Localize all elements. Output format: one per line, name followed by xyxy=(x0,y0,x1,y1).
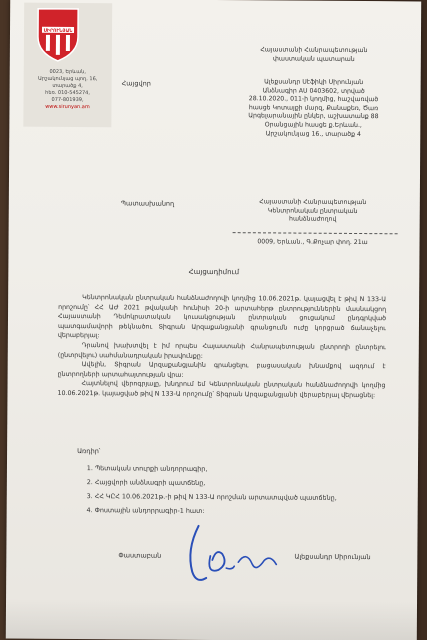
document-page xyxy=(6,0,421,640)
claimant-details xyxy=(223,78,403,139)
paragraph: Կենտրոնական ընտրական հանձնաժողովի կողմից 10.06.2021թ. կայացվել է թիվ N 133-Ա որոշումը՝ ՀՀ ԱԺ 2021 թվականի հունիսի 20-ի արտահերթ ընտրություններին մասնակցող Հայաստանի Դեմոկրատական կուսակցության ընտրական ցուցակում ընդգրկված պատգամավորի թեկնածու Տիգրան Արզաքանցյանի գրանցումն ուժը կորցրած ճանաչելու վերաբերյալ: xyxy=(57,294,387,340)
court-recipient xyxy=(224,46,404,64)
lawyer-label: Փաստաբան xyxy=(118,551,162,560)
club-crest-logo xyxy=(34,7,82,63)
attachment-item: 2. Հայցվորի անձնագրի պատճենը, xyxy=(95,475,355,491)
address-line: Արշակունյաց պող. 16, xyxy=(37,75,98,83)
handwritten-signature xyxy=(176,520,286,591)
address-line: տարածք 4, xyxy=(52,82,83,90)
attachment-item: 3. ՀՀ ԿԸՀ 10.06.2021թ.-ի թիվ N 133-Ա որոշման արտատպված պատճենը, xyxy=(95,489,355,505)
claimant-line: 28.10.2020., 011-ի կողմից, հաշվառված xyxy=(248,95,379,104)
attachment-item: 4. Փոստային անդորրագիր-1 հատ: xyxy=(95,503,355,519)
address-line: 0023, Երևան, xyxy=(49,68,86,76)
attachment-item: 1. Պետական տուրքի անդորրագիր, xyxy=(95,461,355,477)
paragraph: Ավելին, Տիգրան Արզաքանցյանին գրանցելու բացասական խնամքով ազդում է ընտրողների արտահայտության վրա: xyxy=(57,361,386,379)
divider-line xyxy=(233,232,398,234)
letterhead-address xyxy=(25,69,109,112)
signatory-name: Ալեքսանդր Սիրունյան xyxy=(294,552,371,562)
attachments-label: Առդիր՝ xyxy=(77,447,101,456)
claimant-line: Արշակունյաց 16., տարածք 4 xyxy=(265,129,361,138)
respondent-address: 0009, Երևան., Գ.Քոչար փող. 21ա xyxy=(257,238,368,247)
paragraph: Դրանով խախտվել է իմ որպես Հայաստանի Հանրապետության ընտրողի ընտրելու (ընտրվելու) սահմանադրական իրավունքը: xyxy=(57,342,386,360)
claimant-line: Արգելարանային ընկեր, աշխատանք 88 xyxy=(248,112,379,121)
respondent-line: Հայաստանի Հանրապետության xyxy=(259,198,367,207)
claim-body xyxy=(57,293,386,401)
respondent-line: հանձնաժողով xyxy=(289,215,337,224)
respondent-details xyxy=(223,198,403,225)
recipient-line: Հայաստանի Հանրապետության xyxy=(260,46,368,55)
claimant-label: Հայցվոր xyxy=(121,79,151,88)
claimant-line: հասցե Կոտայքի մարզ, Քանաքեռ, Ծառ xyxy=(248,104,379,112)
logo-wordmark: ՍԻՐՈՒՆՅԱՆ xyxy=(43,28,73,35)
address-line: 077-801939, xyxy=(51,96,84,104)
respondent-label: Պատասխանող xyxy=(120,199,175,208)
claimant-line: Անձնագիր AU 0403602, տրված xyxy=(262,86,365,95)
respondent-line: Կենտրոնական ընտրական xyxy=(267,206,358,215)
paragraph: Հայտնելով վերոգրյալը, խնդրում եմ Կենտրոնական ընտրական հանձնաժողովի կողմից 10.06.2021թ. կայացված թիվ N 133-Ա որոշումը՝ Տիգրան Արզաքանցյանի վերաբերյալ վերացնել: xyxy=(57,380,386,400)
document-title: Հայցադիմում xyxy=(188,267,240,277)
claimant-line: Ալեքսանդր Սէֆիկի Սիրունյան xyxy=(264,78,364,87)
page-shading xyxy=(6,599,417,640)
website-link: www.sirunyan.am xyxy=(45,103,90,111)
attachments-list xyxy=(85,461,355,519)
claimant-line: Օրանցային հասցե ք.Երևան., xyxy=(264,121,362,130)
recipient-line: փաստական պատարան xyxy=(272,55,355,63)
address-line: հեռ. 010-545274, xyxy=(45,89,90,97)
letterhead-logo-block xyxy=(23,3,112,128)
